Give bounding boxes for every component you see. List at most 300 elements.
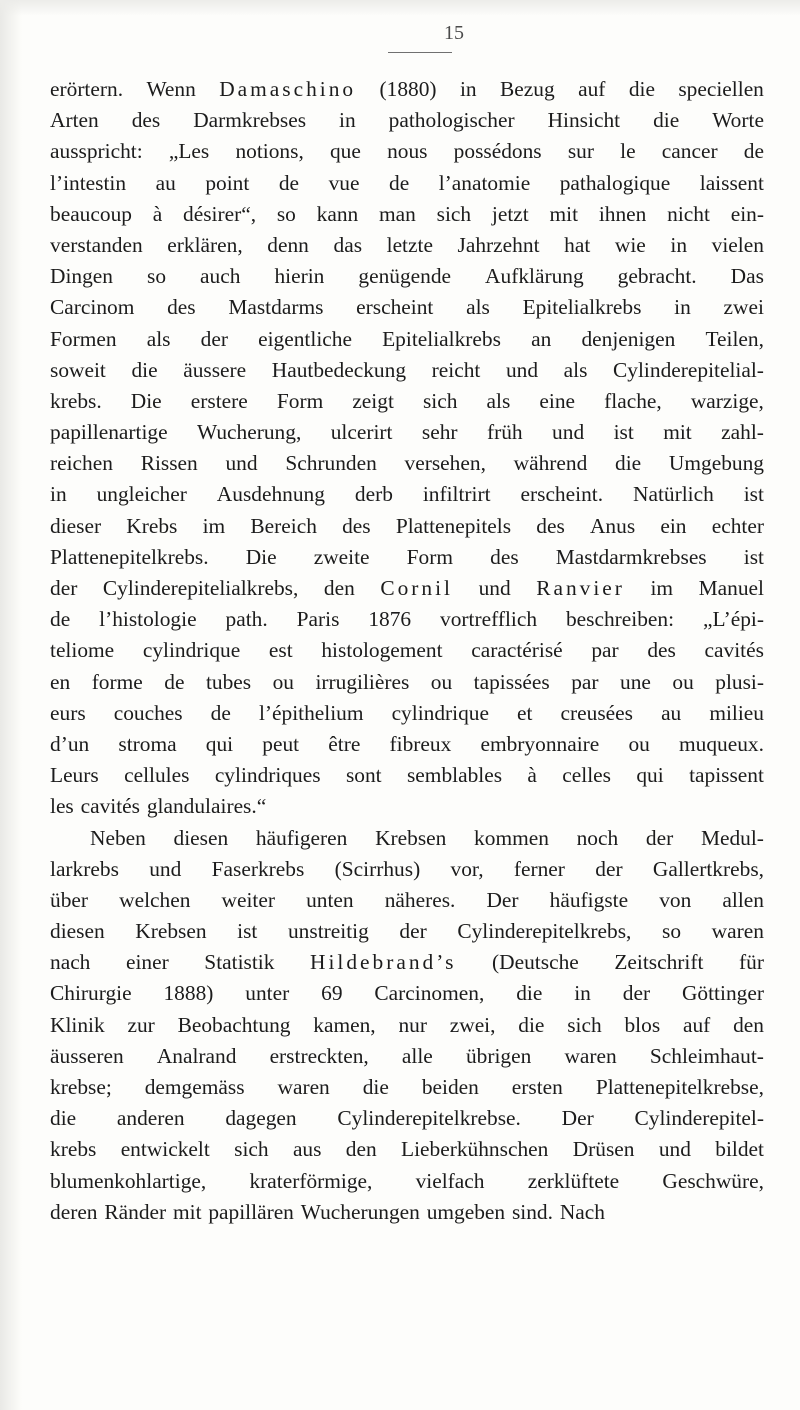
word: papillenartige <box>50 420 168 445</box>
word: sich <box>436 201 472 226</box>
word: häufigste <box>549 887 629 912</box>
word: stroma <box>118 731 177 756</box>
word: auf <box>682 1012 711 1037</box>
word: vielfach <box>415 1168 485 1193</box>
word: sur <box>567 139 594 164</box>
word: des <box>167 295 196 320</box>
text-line <box>50 355 764 386</box>
word: Analrand <box>156 1043 237 1068</box>
word: erscheint <box>356 295 434 320</box>
word: de <box>743 139 764 164</box>
word: Arten <box>50 108 99 133</box>
word: de <box>50 607 71 632</box>
word: welchen <box>119 887 191 912</box>
text-line <box>50 168 764 199</box>
text-line <box>50 854 764 885</box>
word: diesen <box>173 825 229 850</box>
word: beiden <box>421 1075 479 1099</box>
word: weiter <box>221 887 275 912</box>
word: une <box>620 669 651 694</box>
word: nur <box>398 1012 427 1037</box>
word: das <box>333 232 363 257</box>
word: und <box>225 451 258 476</box>
text-line <box>50 292 764 323</box>
word: teliome <box>50 638 115 663</box>
word: celles <box>562 763 611 788</box>
word: kraterförmige, <box>249 1168 373 1193</box>
word: Carcinom <box>50 295 135 320</box>
text-line <box>50 1166 764 1197</box>
word: l’épithelium <box>258 700 364 725</box>
word: milieu <box>709 700 764 725</box>
word: der <box>595 856 623 881</box>
word: Der <box>561 1106 594 1131</box>
word: d’un <box>50 731 90 756</box>
word: couches <box>113 700 183 725</box>
word: zweite <box>313 544 370 569</box>
word: warzige, <box>690 388 764 413</box>
word: en <box>50 669 71 694</box>
word: à <box>527 763 537 788</box>
word: für <box>739 950 764 975</box>
word: sich <box>422 388 458 413</box>
word: les <box>50 794 74 819</box>
word: possédons <box>453 139 542 164</box>
text-line <box>50 791 764 822</box>
word: peut <box>262 731 300 756</box>
word: krebs. <box>50 388 102 413</box>
word: ist <box>613 420 634 445</box>
word: blumenkohlartige, <box>50 1168 207 1193</box>
word: Nach <box>559 1199 605 1224</box>
word: den <box>323 576 355 600</box>
word: Cylinderepitelialkrebs, <box>102 576 299 600</box>
word: cylindrique <box>142 638 241 663</box>
word: zahl- <box>721 420 764 445</box>
word: creusées <box>560 700 633 725</box>
word: Darmkrebses <box>193 108 307 133</box>
word: par <box>571 669 599 694</box>
word: unstreitig <box>287 919 369 944</box>
word: Neben <box>90 825 146 850</box>
word: soweit <box>50 357 106 382</box>
word: noch <box>576 825 619 850</box>
page-number-rule <box>388 52 452 53</box>
word: des <box>490 544 519 569</box>
word: im <box>650 576 674 600</box>
page-left-edge-shadow <box>0 0 22 1410</box>
word: ausspricht: <box>50 139 143 164</box>
text-line <box>50 916 764 947</box>
word: wie <box>614 232 646 257</box>
word: als <box>466 295 490 320</box>
text-line <box>50 417 764 448</box>
word: Cylinderepitelial- <box>613 357 764 382</box>
word: (Deutsche <box>492 950 579 975</box>
word: des <box>342 513 371 538</box>
word: être <box>328 731 361 756</box>
word: Carcinomen, <box>374 981 485 1006</box>
word: laissent <box>699 170 764 195</box>
word: Lieberkühnschen <box>401 1137 549 1162</box>
word: einer <box>125 950 169 975</box>
word: der <box>50 576 78 600</box>
word: Faserkrebs <box>211 856 305 881</box>
word: diesen <box>50 919 105 944</box>
word: Medul- <box>700 825 764 850</box>
text-line <box>50 885 764 916</box>
word: verstanden <box>50 232 143 257</box>
word: sind. <box>511 1199 553 1224</box>
page-top-edge-shadow <box>0 0 800 16</box>
word: ulcerirt <box>330 420 393 445</box>
word: sich <box>567 1012 602 1037</box>
word: die <box>50 1106 77 1131</box>
word: versehen, <box>404 451 486 476</box>
word: hat <box>564 232 591 257</box>
word: ferner <box>513 856 565 881</box>
page-number: 15 <box>444 22 464 44</box>
word: Cornil <box>380 576 453 600</box>
word: Hautbedeckung <box>271 357 407 382</box>
word: Wenn <box>146 77 196 101</box>
word: speciellen <box>678 77 764 101</box>
word: umgeben <box>426 1199 506 1224</box>
word: allen <box>722 887 764 912</box>
word: (1880) <box>379 77 437 101</box>
word: tubes <box>205 669 252 694</box>
word: in <box>50 482 67 507</box>
word: Umgebung <box>668 451 764 476</box>
word: reicht <box>431 357 481 382</box>
word: den <box>733 1012 764 1037</box>
text-line <box>50 760 764 791</box>
word: zwei <box>723 295 764 320</box>
word: häufigeren <box>255 825 348 850</box>
word: Drüsen <box>572 1137 635 1162</box>
word: cylindrique <box>391 700 489 725</box>
word: von <box>659 887 692 912</box>
word: äusseren <box>50 1043 124 1068</box>
word: est <box>268 638 293 663</box>
word: und <box>149 856 182 881</box>
word: zur <box>127 1012 155 1037</box>
word: path. <box>225 607 268 632</box>
word: so <box>276 201 296 226</box>
word: de <box>389 170 410 195</box>
word: 1876 <box>368 607 412 632</box>
word: muqueux. <box>679 731 764 756</box>
word: Klinik <box>50 1012 105 1037</box>
word: Plattenepitelkrebse, <box>595 1075 764 1099</box>
word: in <box>674 295 691 320</box>
word: Manuel <box>698 576 764 600</box>
word: kommen <box>474 825 549 850</box>
word: übrigen <box>465 1043 532 1068</box>
text-line <box>50 479 764 510</box>
word: der <box>622 981 651 1006</box>
word: par <box>591 638 619 663</box>
text-line <box>50 667 764 698</box>
word: hierin <box>274 264 325 289</box>
word: ersten <box>511 1075 563 1099</box>
word: der <box>200 326 228 351</box>
word: Göttinger <box>681 981 764 1006</box>
word: der <box>645 825 674 850</box>
word: genügende <box>358 264 452 289</box>
word: deren <box>50 1199 98 1224</box>
word: als <box>146 326 171 351</box>
text-line <box>50 261 764 292</box>
word: so <box>147 264 167 289</box>
word: papillären <box>208 1199 294 1224</box>
word: ihnen <box>598 201 647 226</box>
word: mit <box>549 201 579 226</box>
word: während <box>513 451 588 476</box>
word: Ranvier <box>536 576 625 600</box>
word: Hinsicht <box>547 108 621 133</box>
word: in <box>459 77 477 101</box>
word: qui <box>636 763 664 788</box>
word: 1888) <box>163 981 214 1006</box>
text-line <box>50 74 764 105</box>
word: nach <box>50 950 91 975</box>
text-line <box>50 947 764 978</box>
text-line <box>50 1072 764 1103</box>
word: erscheint. <box>520 482 604 507</box>
word: tapissent <box>689 763 764 788</box>
word: cellules <box>124 763 190 788</box>
word: man <box>379 201 416 226</box>
word: point <box>205 170 250 195</box>
word: erörtern. <box>50 77 124 101</box>
word: kamen, <box>313 1012 376 1037</box>
word: vor, <box>450 856 484 881</box>
word: Leurs <box>50 763 99 788</box>
text-line <box>50 573 764 604</box>
word: ist <box>743 482 764 507</box>
word: (Scirrhus) <box>334 856 421 881</box>
word: zerklüftete <box>527 1168 620 1193</box>
word: in <box>574 981 591 1006</box>
word: semblables <box>406 763 503 788</box>
word: unter <box>245 981 290 1006</box>
word: näheres. <box>384 887 456 912</box>
word: blos <box>624 1012 661 1037</box>
word: Die <box>245 544 277 569</box>
word: que <box>329 139 361 164</box>
word: de <box>210 700 231 725</box>
word: dagegen <box>225 1106 297 1131</box>
word: denjenigen <box>581 326 676 351</box>
word: anderen <box>116 1106 185 1131</box>
word: cavités <box>704 638 764 663</box>
word: reichen <box>50 451 113 476</box>
text-line <box>50 105 764 136</box>
text-line <box>50 542 764 573</box>
word: Gallertkrebs, <box>652 856 764 881</box>
word: im <box>202 513 226 538</box>
text-line <box>50 978 764 1009</box>
word: auch <box>200 264 241 289</box>
word: ein <box>660 513 687 538</box>
word: vortrefflich <box>440 607 538 632</box>
word: de <box>164 669 185 694</box>
word: in <box>339 108 356 133</box>
word: Aufklärung <box>485 264 584 289</box>
word: Der <box>486 887 519 912</box>
word: Schrunden <box>285 451 377 476</box>
word: Geschwüre, <box>662 1168 764 1193</box>
word: Plattenepitels <box>395 513 512 538</box>
text-line <box>50 1041 764 1072</box>
word: Cylinderepitelkrebs, <box>457 919 632 944</box>
word: Jahrzehnt <box>457 232 540 257</box>
word: ein- <box>730 201 764 226</box>
word: l’histologie <box>99 607 197 632</box>
word: ou <box>672 669 694 694</box>
word: Krebs <box>126 513 178 538</box>
word: cylindriques <box>214 763 321 788</box>
text-line <box>50 698 764 729</box>
word: Hildebrand’s <box>310 950 457 975</box>
word: an <box>531 326 552 351</box>
text-line <box>50 324 764 355</box>
word: Dingen <box>50 264 113 289</box>
word: die <box>628 77 655 101</box>
word: Cylinderepitel- <box>634 1106 764 1131</box>
word: au <box>155 170 176 195</box>
word: die <box>518 1012 545 1037</box>
word: erstreckten, <box>269 1043 369 1068</box>
word: glandulaires.“ <box>146 794 267 819</box>
word: waren <box>711 919 764 944</box>
word: cancer <box>661 139 718 164</box>
word: des <box>647 638 676 663</box>
word: ist <box>743 544 764 569</box>
word: Form <box>406 544 454 569</box>
word: Formen <box>50 326 117 351</box>
word: krebs <box>50 1137 97 1162</box>
word: Wucherung, <box>197 420 302 445</box>
word: bildet <box>715 1137 764 1162</box>
word: Plattenepitelkrebs. <box>50 544 209 569</box>
word: Teilen, <box>705 326 764 351</box>
word: Epitelialkrebs <box>522 295 642 320</box>
word: de <box>278 170 300 195</box>
word: fibreux <box>389 731 452 756</box>
word: pathalogique <box>559 170 671 195</box>
word: den <box>345 1137 377 1162</box>
word: Krebsen <box>135 919 207 944</box>
word: vue <box>328 170 360 195</box>
word: embryonnaire <box>480 731 600 756</box>
text-line <box>50 136 764 167</box>
word: ou <box>628 731 650 756</box>
word: so <box>662 919 682 944</box>
word: sich <box>234 1137 269 1162</box>
text-line <box>50 1010 764 1041</box>
word: kann <box>316 201 359 226</box>
word: des <box>131 108 161 133</box>
word: gebracht. <box>617 264 697 289</box>
word: zwei, <box>449 1012 496 1037</box>
word: Form <box>276 388 324 413</box>
word: Die <box>130 388 162 413</box>
word: echter <box>711 513 764 538</box>
word: larkrebs <box>50 856 119 881</box>
word: irrugilières <box>315 669 410 694</box>
word: früh <box>486 420 523 445</box>
word: nous <box>387 139 428 164</box>
word: waren <box>564 1043 617 1068</box>
word: 69 <box>321 981 343 1006</box>
word: eurs <box>50 700 86 725</box>
word: notions, <box>235 139 304 164</box>
word: à <box>152 201 163 226</box>
text-line <box>50 448 764 479</box>
word: ou <box>272 669 294 694</box>
text-line <box>50 1134 764 1165</box>
word: Wucherungen <box>300 1199 420 1224</box>
word: caractérisé <box>471 638 563 663</box>
word: ungleicher <box>96 482 187 507</box>
word: Cylinderepitelkrebse. <box>337 1106 521 1131</box>
word: Rissen <box>140 451 198 476</box>
word: Worte <box>712 108 764 133</box>
word: und <box>478 576 511 600</box>
word: denn <box>267 232 309 257</box>
text-line <box>50 729 764 760</box>
word: Schleimhaut- <box>649 1043 764 1068</box>
word: aus <box>292 1137 322 1162</box>
word: waren <box>277 1075 330 1099</box>
word: erstere <box>190 388 248 413</box>
word: letzte <box>386 232 433 257</box>
word: ou <box>430 669 453 694</box>
word: Bezug <box>500 77 555 101</box>
word: als <box>486 388 511 413</box>
word: forme <box>91 669 143 694</box>
word: l’anatomie <box>438 170 531 195</box>
body-text <box>50 74 764 1228</box>
word: dieser <box>50 513 102 538</box>
word: Damaschino <box>219 77 357 101</box>
text-line <box>50 1197 764 1228</box>
word: sehr <box>421 420 458 445</box>
word: ist <box>237 919 258 944</box>
text-line <box>50 604 764 635</box>
word: désirer“, <box>183 201 257 226</box>
word: mit <box>663 420 692 445</box>
word: tapissées <box>473 669 550 694</box>
word: als <box>563 357 588 382</box>
word: Zeitschrift <box>614 950 704 975</box>
word: auf <box>578 77 606 101</box>
word: beaucoup <box>50 201 132 226</box>
word: Chirurgie <box>50 981 132 1006</box>
word: der <box>399 919 427 944</box>
word: demgemäss <box>144 1075 245 1099</box>
text-line <box>50 199 764 230</box>
word: Epitelialkrebs <box>382 326 501 351</box>
word: eigentliche <box>258 326 352 351</box>
word: die <box>615 451 642 476</box>
word: krebse; <box>50 1075 112 1099</box>
word: eine <box>539 388 576 413</box>
word: histologement <box>321 638 443 663</box>
word: le <box>620 139 636 164</box>
